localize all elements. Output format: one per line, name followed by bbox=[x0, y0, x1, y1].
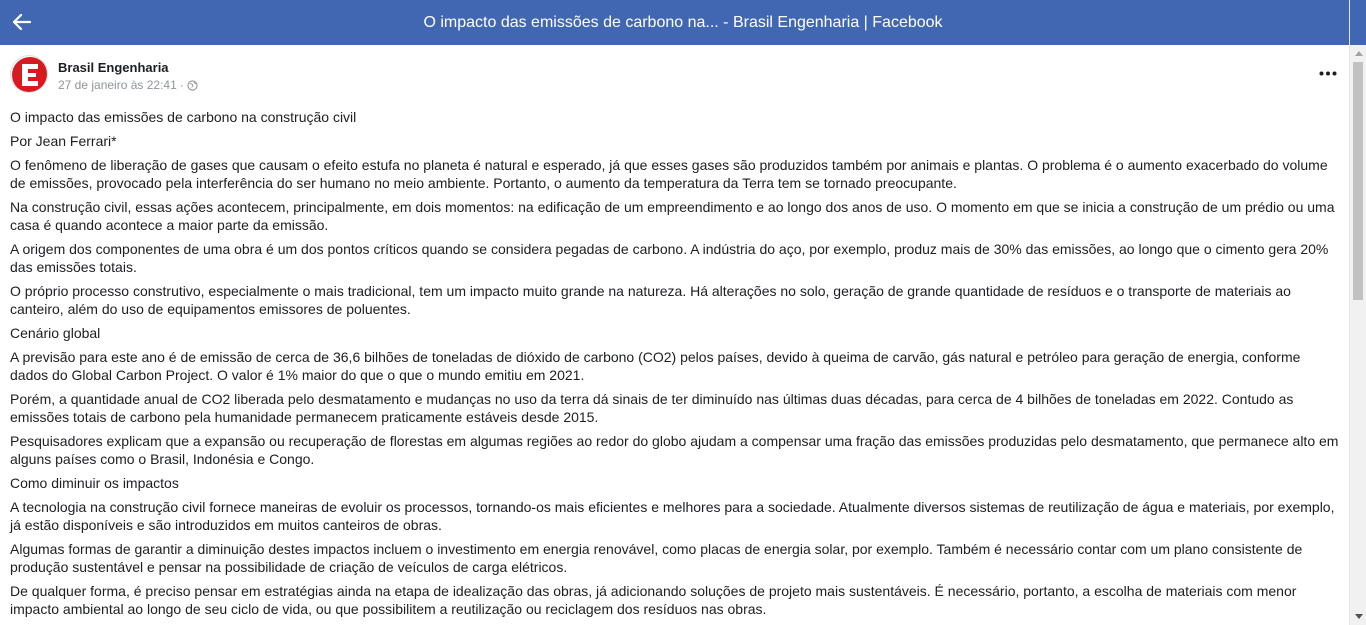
page-title: O impacto das emissões de carbono na... - Brasil Engenharia | Facebook bbox=[423, 13, 943, 31]
post-timestamp[interactable]: 27 de janeiro às 22:41 bbox=[58, 78, 177, 92]
post-paragraph: A previsão para este ano é de emissão de cerca de 36,6 bilhões de toneladas de dióxido de carbono (CO2) pelos países, devido à queima de carvão, gás natural e petróleo para geração de energia, conforme dados do Global Carbon Project. O valor é 1% maior do que o que o mundo emitiu em 2021. bbox=[10, 349, 1301, 383]
post-paragraph: O fenômeno de liberação de gases que causam o efeito estufa no planeta é natural e esperado, já que esses gases são produzidos também por animais e plantas. O problema é o aumento exacerbado do volume de emissões, provocado pela interferência do ser humano no meio ambiente. Portanto, o aumento da temperatura da Terra tem se tornado preocupante. bbox=[10, 157, 1328, 191]
post-container bbox=[0, 45, 1349, 625]
meta-separator: · bbox=[179, 78, 184, 92]
post-paragraph: Algumas formas de garantir a diminuição destes impactos incluem o investimento em energia renovável, como placas de energia solar, por exemplo. Também é necessário contar com um plano consistente de produção sustentável e pensar na possibilidade de criação de veículos de carga elétricos. bbox=[10, 541, 1303, 575]
post-meta bbox=[58, 78, 198, 92]
post-author-name[interactable]: Brasil Engenharia bbox=[58, 60, 169, 75]
post-paragraph: Cenário global bbox=[10, 325, 101, 341]
post-paragraph: A origem dos componentes de uma obra é um dos pontos críticos quando se considera pegadas de carbono. A indústria do aço, por exemplo, produz mais de 30% das emissões, ao longo que o cimento gera 20% das emissões totais. bbox=[10, 241, 1329, 275]
post-paragraph: Na construção civil, essas ações acontecem, principalmente, em dois momentos: na edificação de um empreendimento e ao longo dos anos de uso. O momento em que se inicia a construção de um prédio ou uma casa é quando acontece a maior parte da emissão. bbox=[10, 199, 1335, 233]
scroll-up-button[interactable] bbox=[1350, 45, 1366, 62]
avatar[interactable] bbox=[10, 55, 48, 93]
scroll-up-arrow-icon bbox=[1355, 51, 1363, 56]
more-options-button[interactable] bbox=[1316, 63, 1340, 83]
scrollbar-header-gap bbox=[1350, 0, 1366, 45]
post-paragraph: Por Jean Ferrari* bbox=[10, 133, 117, 149]
scroll-down-arrow-icon bbox=[1355, 614, 1363, 619]
more-options-icon bbox=[1319, 71, 1337, 76]
vertical-scrollbar[interactable] bbox=[1349, 0, 1366, 625]
post-header bbox=[10, 55, 1340, 97]
post-paragraph: Porém, a quantidade anual de CO2 liberada pelo desmatamento e mudanças no uso da terra dá sinais de ter diminuído nas últimas duas décadas, para cerca de 4 bilhões de toneladas em 2022. Contudo as emissões totais de carbono pela humanidade permanecem praticamente estáveis desde 2015. bbox=[10, 391, 1294, 425]
post-paragraph: O impacto das emissões de carbono na construção civil bbox=[10, 109, 357, 125]
back-button[interactable] bbox=[8, 8, 36, 36]
post-paragraph: Pesquisadores explicam que a expansão ou recuperação de florestas em algumas regiões ao redor do globo ajudam a compensar uma fração das emissões produzidas pelo desmatamento, que permanece alto em alguns países como o Brasil, Indonésia e Congo. bbox=[10, 433, 1339, 467]
post-body bbox=[10, 108, 1340, 624]
post-paragraph: O próprio processo construtivo, especialmente o mais tradicional, tem um impacto muito grande na natureza. Há alterações no solo, geração de grande quantidade de resíduos e o transporte de materiais ao canteiro, além do uso de equipamentos emissores de poluentes. bbox=[10, 283, 1291, 317]
post-paragraph: A tecnologia na construção civil fornece maneiras de evoluir os processos, tornando-os mais eficientes e melhores para a sociedade. Atualmente diversos sistemas de reutilização de água e materiais, por exemplo, já estão disponíveis e são introduzidos em muitos canteiros de obras. bbox=[10, 499, 1335, 533]
scroll-down-button[interactable] bbox=[1350, 608, 1366, 625]
top-navigation-bar bbox=[0, 0, 1366, 45]
globe-icon[interactable] bbox=[187, 80, 198, 91]
arrow-left-icon bbox=[13, 14, 31, 30]
post-paragraph: De qualquer forma, é preciso pensar em estratégias ainda na etapa de idealização das obras, já adicionando soluções de projeto mais sustentáveis. É necessário, portanto, a escolha de materiais com menor impacto ambiental ao longo de seu ciclo de vida, ou que possibilitem a reutilização ou reciclagem dos resíduos nas obras. bbox=[10, 583, 1297, 617]
scrollbar-thumb[interactable] bbox=[1353, 62, 1363, 300]
post-paragraph: Como diminuir os impactos bbox=[10, 475, 179, 491]
brand-logo-icon bbox=[11, 56, 48, 93]
